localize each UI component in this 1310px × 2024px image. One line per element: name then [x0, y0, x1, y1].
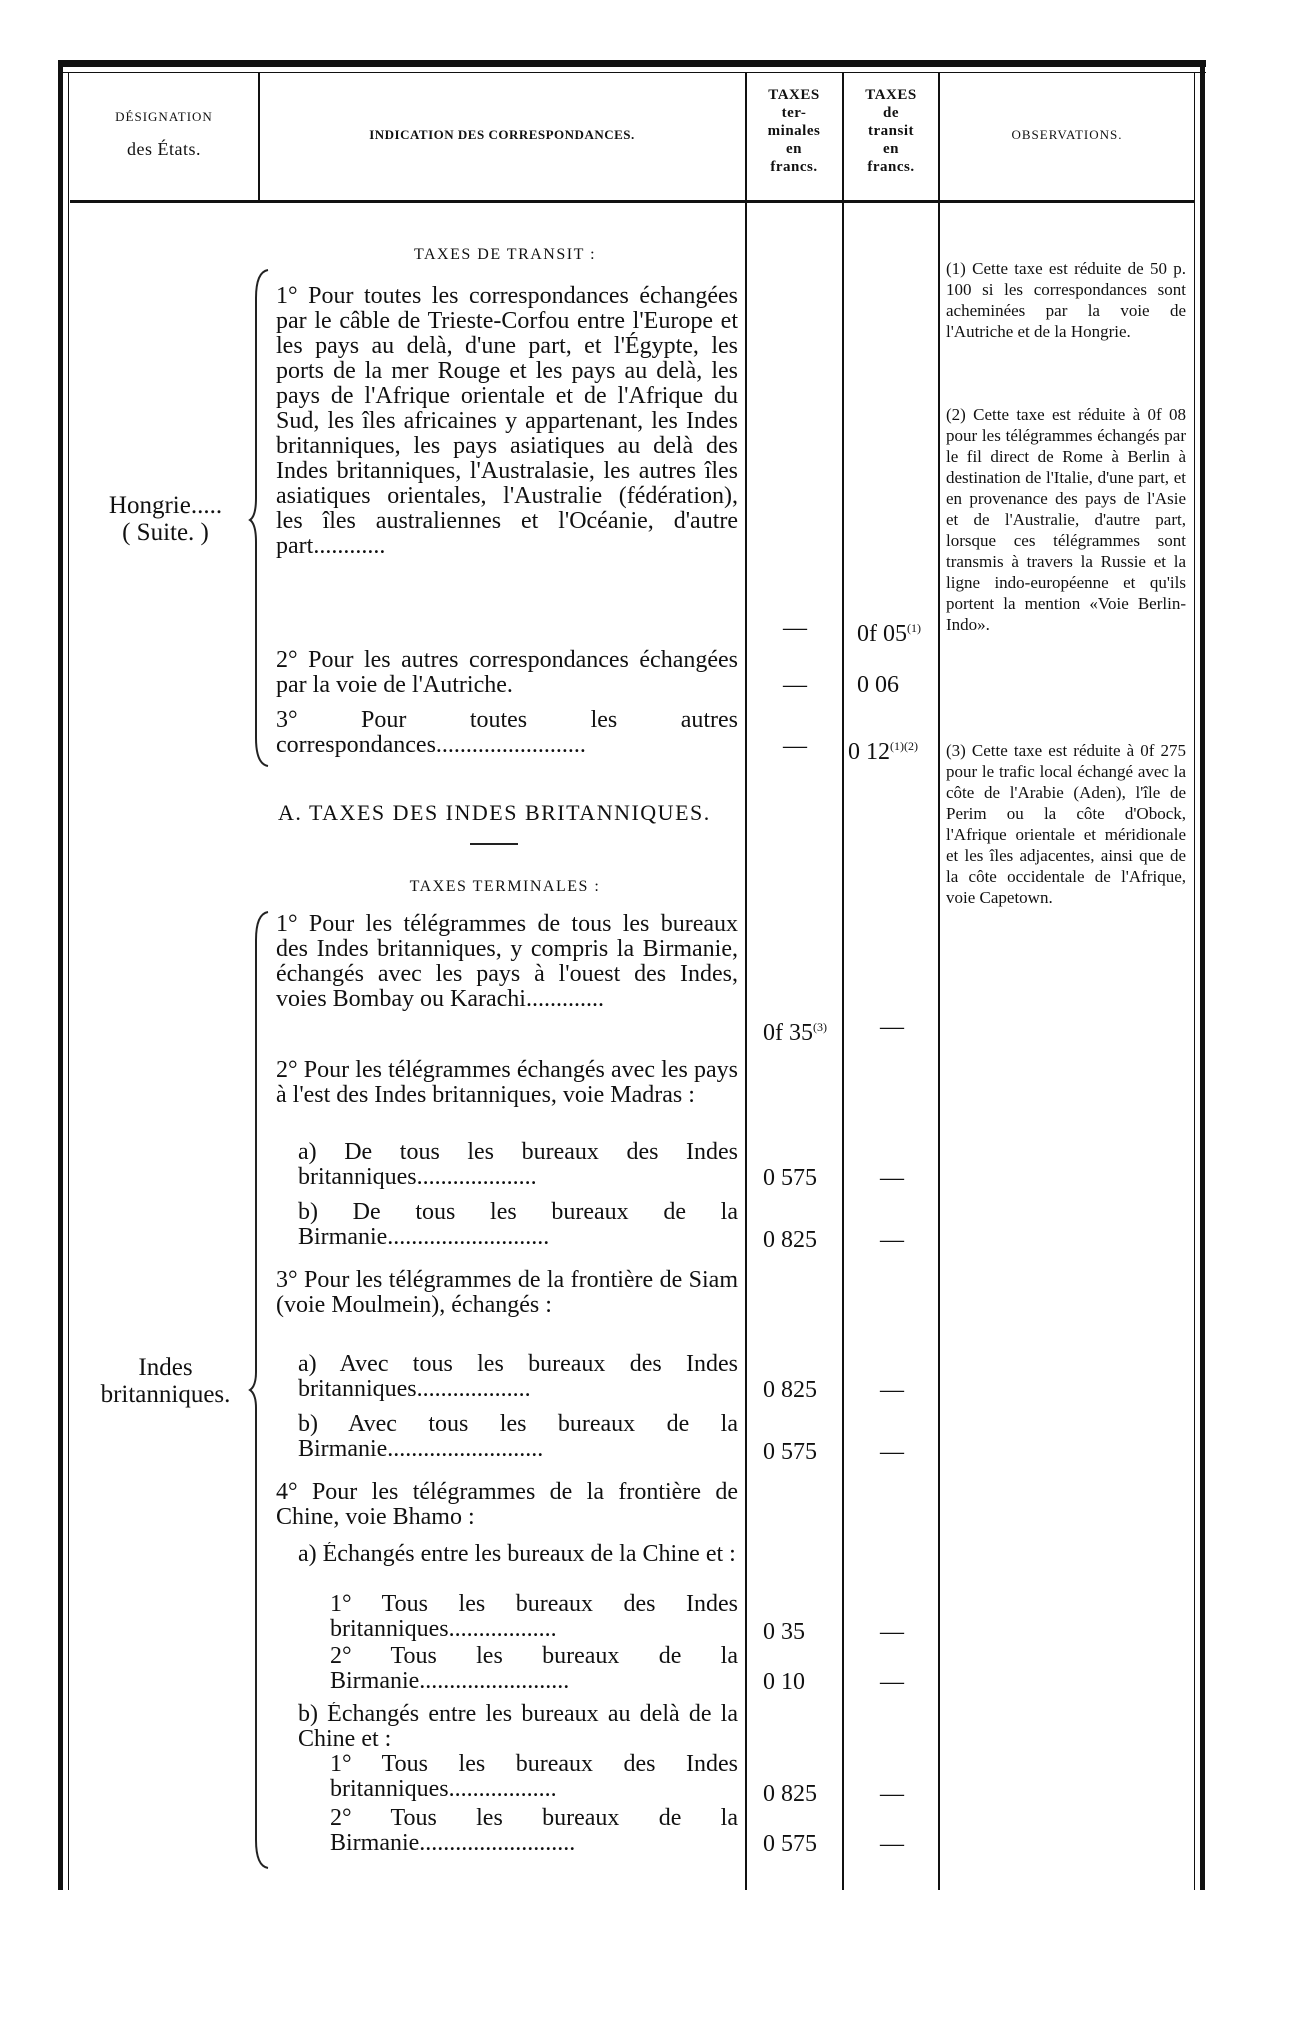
indes-item-4a2-terminal: 0 10: [763, 1669, 805, 1695]
observation-1: (1) Cette taxe est réduite de 50 p. 100 si les correspondances sont acheminées par la voie de l'Autriche et de la Hongrie.: [946, 259, 1186, 341]
header-indication: INDICATION DES CORRESPONDANCES.: [369, 127, 635, 142]
observation-2: (2) Cette taxe est réduite à 0f 08 pour les télégrammes échangés par le fil direct de Rome à Berlin à destination de l'Italie, d'une part, et en provenance des pays de l'Asie et de l'Australie, d'autre part, lorsque ces télégrammes sont transmis à travers la Russie et la ligne indo-européenne et qu'ils portent la mention «Voie Berlin-Indo».: [946, 405, 1186, 634]
right-border-thin: [1194, 72, 1195, 1890]
indes-item-2a-terminal: 0 575: [763, 1165, 817, 1191]
section-indes-rule: [470, 843, 518, 845]
header-terminal-l4: en: [786, 141, 802, 157]
indes-item-2: 2° Pour les télégrammes échangés avec les pays à l'est des Indes britanniques, voie Madras :: [276, 1058, 738, 1108]
indes-item-4b1-transit: —: [880, 1781, 904, 1807]
indes-item-4a2-transit: —: [880, 1669, 904, 1695]
indes-item-4b2-terminal: 0 575: [763, 1831, 817, 1857]
header-transit-l3: transit: [868, 123, 914, 139]
indes-item-2a: a) De tous les bureaux des Indes britanniques....................: [298, 1140, 738, 1190]
indes-item-1-terminal: [763, 1015, 827, 1046]
indes-item-4a: a) Échangés entre les bureaux de la Chine et :: [298, 1542, 736, 1567]
column-rule-transit: [842, 73, 844, 1890]
hongrie-item-1-transit-value: 0f 05: [857, 621, 907, 647]
top-border-thin: [58, 72, 1206, 73]
indes-item-4a1-transit: —: [880, 1619, 904, 1645]
indes-item-3b-terminal: 0 575: [763, 1439, 817, 1465]
hongrie-item-3: 3° Pour toutes les autres correspondances.........................: [276, 708, 738, 758]
hongrie-item-1-terminal: —: [783, 615, 807, 641]
header-observations: OBSERVATIONS.: [1011, 127, 1123, 142]
indes-item-2a-transit: —: [880, 1165, 904, 1191]
indes-item-3b-transit: —: [880, 1439, 904, 1465]
indes-item-4b: b) Échangés entre les bureaux au delà de la Chine et :: [298, 1702, 738, 1752]
state-hongrie-name: Hongrie.....: [108, 492, 223, 519]
hongrie-item-1-transit-note: (1): [907, 621, 921, 635]
hongrie-item-3-transit-value: 0 12: [848, 739, 890, 765]
state-hongrie: [78, 492, 253, 546]
hongrie-item-3-transit: [848, 734, 918, 765]
header-terminal-l5: francs.: [770, 159, 818, 175]
indes-item-3a-terminal: 0 825: [763, 1377, 817, 1403]
indes-item-4a1: 1° Tous les bureaux des Indes britanniques..................: [330, 1592, 738, 1642]
indes-item-4a2: 2° Tous les bureaux de la Birmanie.........................: [330, 1644, 738, 1694]
header-terminal-l3: minales: [767, 123, 821, 139]
indes-item-1-terminal-value: 0f 35: [763, 1020, 813, 1046]
header-transit-l2: de: [883, 105, 899, 121]
hongrie-item-2-terminal: —: [783, 672, 807, 698]
hongrie-item-3-transit-note: (1)(2): [890, 739, 918, 753]
hongrie-item-2: 2° Pour les autres correspondances échangées par la voie de l'Autriche.: [276, 648, 738, 698]
column-rule-terminal: [745, 73, 747, 1890]
brace-hongrie: [248, 268, 272, 768]
header-designation: [72, 108, 256, 158]
header-designation-line1: DÉSIGNATION: [115, 109, 213, 124]
column-rule-states: [258, 73, 260, 203]
column-rule-observations: [938, 73, 940, 1890]
top-border: [58, 60, 1206, 67]
hongrie-item-3-terminal: —: [783, 733, 807, 759]
hongrie-item-2-transit: 0 06: [857, 672, 899, 698]
brace-indes: [248, 910, 272, 1870]
state-hongrie-suite: ( Suite. ): [122, 519, 209, 546]
indes-item-3a-transit: —: [880, 1377, 904, 1403]
state-indes: [78, 1354, 253, 1408]
indes-item-4a1-terminal: 0 35: [763, 1619, 805, 1645]
indes-item-2b-transit: —: [880, 1227, 904, 1253]
indes-item-3a: a) Avec tous les bureaux des Indes britanniques...................: [298, 1352, 738, 1402]
state-indes-line1: Indes: [138, 1354, 193, 1381]
right-border: [1200, 60, 1205, 1890]
header-transit-l5: francs.: [867, 159, 915, 175]
indes-item-1-terminal-note: (3): [813, 1020, 827, 1034]
header-transit-l1: TAXES: [865, 87, 917, 103]
indes-item-4b2: 2° Tous les bureaux de la Birmanie..........................: [330, 1806, 738, 1856]
indes-item-3: 3° Pour les télégrammes de la frontière de Siam (voie Moulmein), échangés :: [276, 1268, 738, 1318]
indes-item-1: 1° Pour les télégrammes de tous les bureaux des Indes britanniques, y compris la Birmanie, échangés avec les pays à l'ouest des Indes, voies Bombay ou Karachi.............: [276, 912, 738, 1012]
header-designation-line2: des États.: [127, 139, 201, 159]
indes-item-4b1: 1° Tous les bureaux des Indes britanniques..................: [330, 1752, 738, 1802]
indes-item-4: 4° Pour les télégrammes de la frontière de Chine, voie Bhamo :: [276, 1480, 738, 1530]
section-transit-title: TAXES DE TRANSIT :: [413, 246, 597, 263]
indes-item-1-transit: —: [880, 1014, 904, 1040]
indes-item-4b2-transit: —: [880, 1831, 904, 1857]
indes-item-2b: b) De tous les bureaux de la Birmanie...........................: [298, 1200, 738, 1250]
header-separator: [70, 200, 1194, 203]
left-border: [58, 60, 63, 1890]
header-terminal: [747, 86, 841, 176]
header-terminal-l1: TAXES: [768, 87, 820, 103]
indes-item-3b: b) Avec tous les bureaux de la Birmanie..........................: [298, 1412, 738, 1462]
header-terminal-l2: ter-: [781, 105, 807, 121]
hongrie-item-1-transit: [857, 616, 921, 647]
indes-item-2b-terminal: 0 825: [763, 1227, 817, 1253]
header-transit: [844, 86, 938, 176]
hongrie-item-1: 1° Pour toutes les correspondances échangées par le câble de Trieste-Corfou entre l'Europe et les pays au delà, d'une part, et l'Égypte, les ports de la mer Rouge et les pays au delà, les pays de l'Afrique orientale et de l'Afrique du Sud, les îles africaines y appartenant, les Indes britanniques, les pays asiatiques au delà des Indes britanniques, l'Australasie, les autres îles asiatiques orientales, l'Australie (fédération), les îles australiennes et l'Océanie, d'autre part............: [276, 284, 738, 559]
left-border-thin: [68, 72, 69, 1890]
section-terminal-title: TAXES TERMINALES :: [409, 878, 601, 895]
header-transit-l4: en: [883, 141, 899, 157]
indes-item-4b1-terminal: 0 825: [763, 1781, 817, 1807]
state-indes-line2: britanniques.: [100, 1381, 231, 1408]
section-indes-title: A. TAXES DES INDES BRITANNIQUES.: [278, 800, 711, 825]
observation-3: (3) Cette taxe est réduite à 0f 275 pour le trafic local échangé avec la côte de l'Arabie (Aden), l'île de Perim ou la côte d'Obock, l'Afrique orientale et méridionale et les îles adjacentes, ainsi que de la côte occidentale de l'Afrique, voie Capetown.: [946, 741, 1186, 907]
